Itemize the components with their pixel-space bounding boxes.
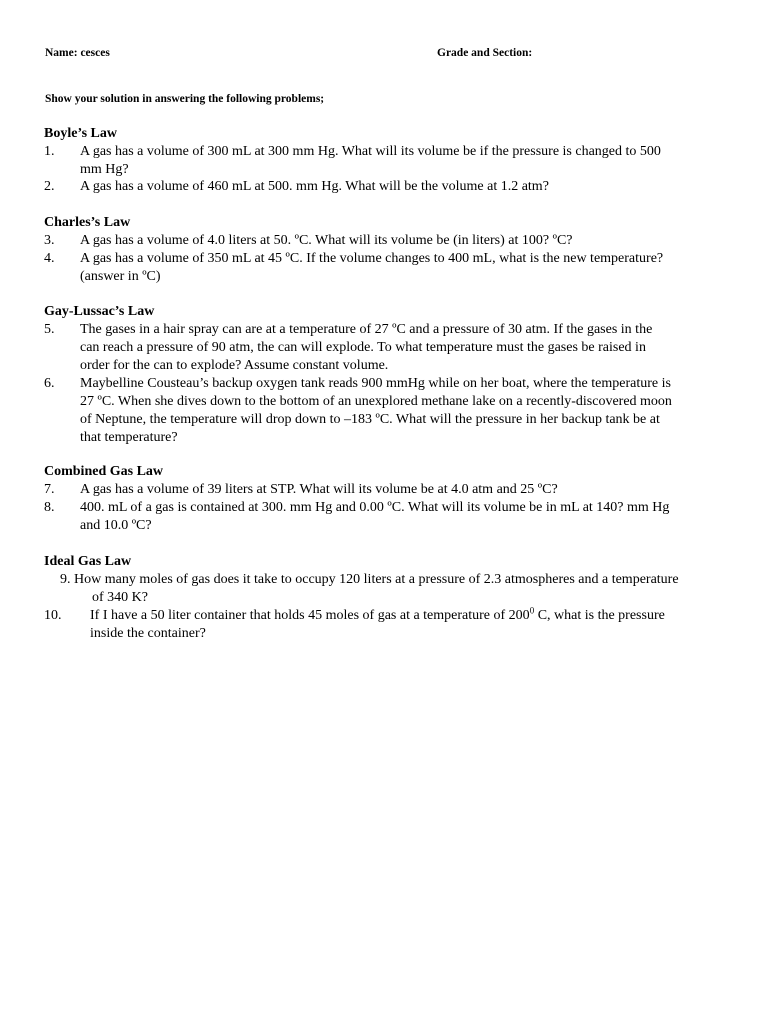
section-title-combined: Combined Gas Law — [44, 464, 164, 479]
problem-text — [90, 607, 722, 643]
problem-line: inside the container? — [90, 626, 206, 641]
problem-line: A gas has a volume of 460 mL at 500. mm Hg. What will be the volume at 1.2 atm? — [80, 179, 549, 194]
student-name: Name: cesces — [45, 47, 110, 59]
section-title-gay-lussac: Gay-Lussac’s Law — [44, 304, 155, 319]
problem-line: (answer in ºC) — [80, 269, 161, 284]
problem-line: can reach a pressure of 90 atm, the can will explode. To what temperature must the gases be raised in — [80, 340, 646, 355]
problem-text — [80, 232, 722, 250]
problem-line: that temperature? — [80, 430, 178, 445]
problem-line: A gas has a volume of 350 mL at 45 ºC. If the volume changes to 400 mL, what is the new temperature? — [80, 251, 664, 266]
problem-number: 7. — [44, 482, 55, 497]
problem-line: 400. mL of a gas is contained at 300. mm Hg and 0.00 ºC. What will its volume be in mL at 140? mm Hg — [80, 500, 670, 515]
problem-number: 6. — [44, 376, 55, 391]
problem-line: order for the can to explode? Assume constant volume. — [80, 358, 389, 373]
grade-section-label: Grade and Section: — [437, 47, 533, 59]
problem-line: 27 ºC. When she dives down to the bottom of an unexplored methane lake on a recently-discovered moon — [80, 394, 672, 409]
problem-text — [80, 481, 722, 499]
problem-number: 10. — [44, 608, 62, 623]
problem-line — [90, 607, 722, 625]
problem-line: mm Hg? — [80, 162, 129, 177]
problem-text — [80, 321, 722, 375]
section-title-charles: Charles’s Law — [44, 215, 131, 230]
problem-line: A gas has a volume of 39 liters at STP. What will its volume be at 4.0 atm and 25 ºC? — [80, 482, 558, 497]
problem-text — [80, 178, 722, 196]
problem-number: 4. — [44, 251, 55, 266]
problem-text — [80, 143, 722, 179]
problem-line-part: C, what is the pressure — [534, 608, 665, 623]
problem-line: A gas has a volume of 4.0 liters at 50. ºC. What will its volume be (in liters) at 100? ºC? — [80, 233, 573, 248]
problem-line: A gas has a volume of 300 mL at 300 mm Hg. What will its volume be if the pressure is changed to 500 — [80, 144, 661, 159]
problem-text — [80, 375, 722, 447]
problem-line: of Neptune, the temperature will drop down to –183 ºC. What will the pressure in her backup tank be at — [80, 412, 660, 427]
problem-text — [80, 499, 722, 535]
problem-number: 3. — [44, 233, 55, 248]
problem-text — [80, 250, 722, 286]
problem-number: 2. — [44, 179, 55, 194]
problem-line: The gases in a hair spray can are at a temperature of 27 ºC and a pressure of 30 atm. If the gases in the — [80, 322, 653, 337]
problem-line-part: If I have a 50 liter container that holds 45 moles of gas at a temperature of 200 — [90, 608, 530, 623]
problem-line: 9. How many moles of gas does it take to occupy 120 liters at a pressure of 2.3 atmospheres and a temperature — [60, 572, 679, 587]
problem-line: of 340 K? — [92, 590, 148, 605]
section-title-ideal: Ideal Gas Law — [44, 554, 132, 569]
instructions: Show your solution in answering the following problems; — [45, 93, 325, 105]
problem-number: 8. — [44, 500, 55, 515]
problem-line: Maybelline Cousteau’s backup oxygen tank reads 900 mmHg while on her boat, where the temperature is — [80, 376, 671, 391]
problem-number: 1. — [44, 144, 55, 159]
superscript: 0 — [529, 605, 535, 616]
problem-line: and 10.0 ºC? — [80, 518, 152, 533]
section-title-boyle: Boyle’s Law — [44, 126, 117, 141]
problem-number: 5. — [44, 322, 55, 337]
